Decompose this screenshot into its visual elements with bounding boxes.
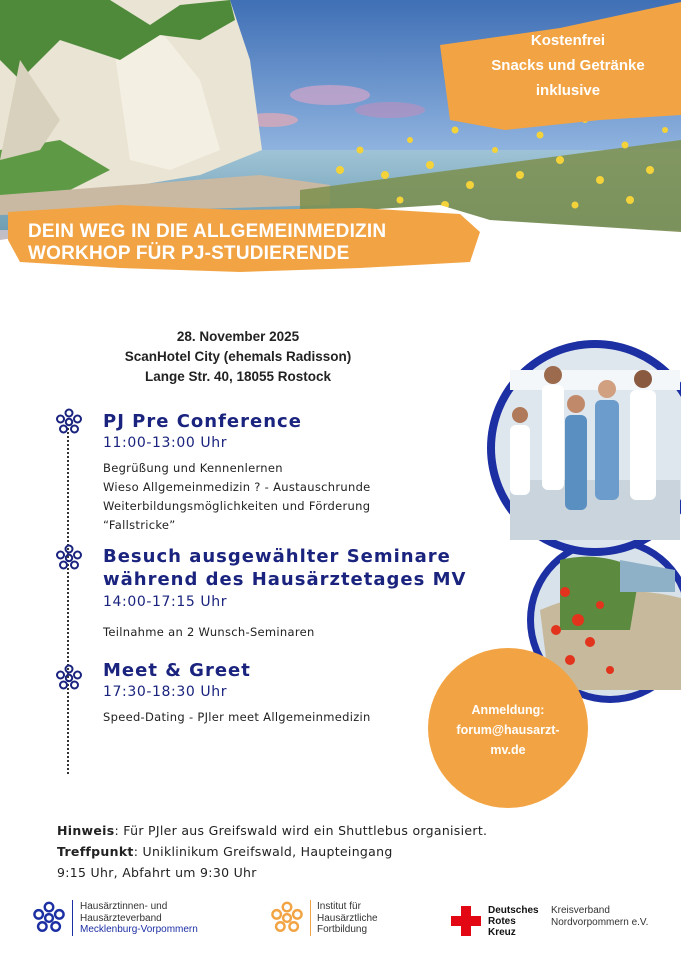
logo-text-line: Institut für — [317, 901, 361, 912]
section-time: 17:30-18:30 Uhr — [103, 684, 228, 700]
section-description — [103, 623, 315, 642]
meeting-point-label: Treffpunkt — [57, 844, 134, 859]
section-title-meet-greet: Meet & Greet — [103, 660, 251, 681]
timeline-dotted-line — [67, 428, 69, 774]
registration-badge — [428, 648, 588, 808]
hint-label: Hinweis — [57, 823, 115, 838]
logo-divider — [310, 900, 311, 936]
description-line: “Fallstricke” — [103, 518, 176, 532]
description-line: Begrüßung und Kennenlernen — [103, 461, 283, 475]
section-title-seminars — [103, 545, 466, 591]
logo-text-line: Kreuz — [488, 927, 516, 938]
description-line: Teilnahme an 2 Wunsch-Seminaren — [103, 625, 315, 639]
medical-team-photo — [487, 340, 681, 556]
event-address: Lange Str. 40, 18055 Rostock — [144, 369, 332, 384]
page-title — [28, 221, 386, 265]
description-line: Wieso Allgemeinmedizin ? - Austauschrunde — [103, 480, 371, 494]
hint-text: : Für PJler aus Greifswald wird ein Shuttlebus organisiert. — [114, 823, 488, 838]
event-date: 28. November 2025 — [176, 329, 300, 344]
logo-text-line: Hausärztliche — [317, 912, 378, 924]
section-description — [103, 459, 371, 535]
departure-text: 9:15 Uhr, Abfahrt um 9:30 Uhr — [57, 865, 257, 880]
logo-text-line: Fortbildung — [317, 924, 368, 935]
section-description — [103, 708, 371, 727]
registration-label: Anmeldung: — [471, 703, 545, 717]
title-line2: WORKHOP FÜR PJ-STUDIERENDE — [28, 243, 350, 264]
section-title-line1: Besuch ausgewählter Seminare — [103, 546, 451, 567]
section-title-line2: während des Hausärztetages MV — [103, 569, 467, 590]
title-line1: DEIN WEG IN DIE ALLGEMEINMEDIZIN — [28, 221, 387, 242]
flower-network-icon — [32, 901, 66, 935]
logo-text-line: Mecklenburg-Vorpommern — [80, 924, 198, 935]
logo-divider — [72, 900, 73, 936]
free-snacks-badge — [463, 28, 673, 103]
logo-text-line: Rotes — [488, 916, 516, 927]
section-title-pre-conference: PJ Pre Conference — [103, 411, 302, 432]
logo-text-line: Hausärzteverband — [80, 912, 162, 924]
email-line1: forum@hausarzt- — [456, 723, 560, 737]
flower-network-icon — [55, 408, 83, 436]
price-tag-line2: Snacks und Getränke — [491, 57, 645, 74]
description-line: Speed-Dating - PJler meet Allgemeinmedizin — [103, 710, 371, 724]
shuttle-note — [57, 820, 487, 883]
registration-email[interactable] — [428, 720, 588, 760]
flower-network-icon — [55, 544, 83, 572]
meeting-point-text: : Uniklinikum Greifswald, Haupteingang — [133, 844, 393, 859]
email-line2: mv.de — [490, 743, 526, 757]
logo-text-line: Hausärztinnen- und — [80, 901, 168, 912]
logo-text-line: Nordvorpommern e.V. — [551, 916, 649, 928]
event-info — [100, 327, 376, 387]
section-time: 14:00-17:15 Uhr — [103, 594, 228, 610]
logo-text-line: Kreisverband — [551, 905, 610, 916]
flower-network-icon — [270, 901, 304, 935]
red-cross-icon — [450, 905, 482, 937]
logo-text-line: Deutsches — [488, 905, 539, 916]
price-tag-line3: inklusive — [535, 82, 601, 99]
description-line: Weiterbildungsmöglichkeiten und Förderung — [103, 499, 371, 513]
event-venue: ScanHotel City (ehemals Radisson) — [124, 349, 352, 364]
price-tag-line1: Kostenfrei — [530, 32, 606, 49]
flower-network-icon — [55, 664, 83, 692]
section-time: 11:00-13:00 Uhr — [103, 435, 228, 451]
